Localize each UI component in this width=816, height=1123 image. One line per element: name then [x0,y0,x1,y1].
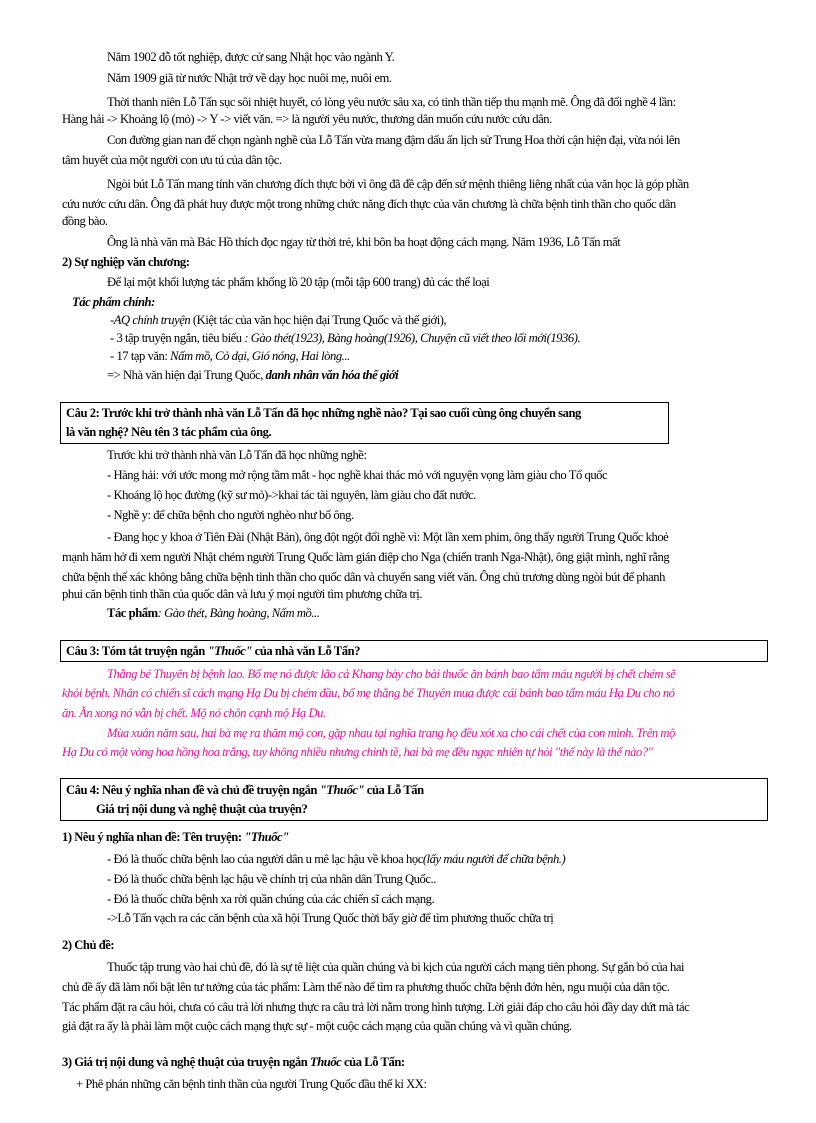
answer-2-item-3: - Nghề y: để chữa bệnh cho người nghèo như bố ông. [107,508,354,522]
heading-tail: của Lỗ Tấn: [341,1055,405,1069]
summary-line-1: Thằng bé Thuyên bị bệnh lao. Bố mẹ nó được lão cả Khang bày cho bài thuốc ăn bánh bao tẩm máu người bị chết chém sẽ [107,667,676,681]
heading-theme: 2) Chủ đề: [62,938,115,952]
question-3 [66,645,360,658]
heading-title: "Thuốc" [244,830,289,844]
intro-para-5c: đồng bào. [62,214,108,228]
intro-para-5b: cứu nước cứu dân. Ông đã phát huy được một trong những chức năng đích thực của văn chương là chữa bệnh tinh thần cho quốc dân [62,197,676,211]
work-titles: Nấm mồ, Cỏ dại, Gió nóng, Hai lòng... [170,349,350,363]
question-2-line-1: Câu 2: Trước khi trở thành nhà văn Lỗ Tấn đã học những nghề nào? Tại sao cuối cùng ông chuyển sang [66,406,581,420]
question-4-text: Câu 4: Nêu ý nghĩa nhan đề và chủ đề truyện ngắn [66,783,320,797]
conclusion-bold: danh nhân văn hóa thế giới [265,368,399,382]
intro-para-1: Năm 1902 đỗ tốt nghiệp, được cử sang Nhật học vào ngành Y. [107,50,395,64]
intro-para-4b: tâm huyết của một người con ưu tú của dân tộc. [62,153,282,167]
work-note: (Kiệt tác của văn học hiện đại Trung Quốc và thế giới), [190,313,447,327]
work-title: -AQ chính truyện [110,313,191,327]
conclusion-prefix: => Nhà văn hiện đại Trung Quốc, [107,368,266,382]
answer-2-intro: Trước khi trở thành nhà văn Lỗ Tấn đã học những nghề: [107,448,367,462]
question-4-line-1 [66,784,424,797]
question-3-title: "Thuốc" [207,644,252,658]
heading-title-meaning [62,831,289,844]
work-prefix: - 3 tập truyện ngắn, tiêu biểu [110,331,245,345]
career-conclusion [107,369,398,382]
theme-line-3: Tác phẩm đặt ra câu hỏi, chưa có câu trả lời nhưng thực ra câu trả lời nằm trong hình tượng. Lời giải đáp cho câu hỏi đầy day dứt mà tác [62,1000,690,1014]
answer-2-works [107,607,319,620]
summary-line-5: Hạ Du có một vòng hoa hồng hoa trắng, tuy không nhiều nhưng chỉnh tề, hai bà mẹ đều ngạc nhiên tự hỏi "thế này là thế nào?" [62,745,653,759]
career-heading: 2) Sự nghiệp văn chương: [62,255,190,269]
meaning-text: - Đó là thuốc chữa bệnh lao của người dân u mê lạc hậu về khoa học [107,852,423,866]
intro-para-6: Ông là nhà văn mà Bác Hồ thích đọc ngay từ thời trẻ, khi bôn ba hoạt động cách mạng. Năm 1936, Lỗ Tấn mất [107,235,621,249]
heading-title: Thuốc [309,1055,342,1069]
work-item-short-stories [110,332,580,345]
intro-para-4a: Con đường gian nan để chọn ngành nghề của Lỗ Tấn vừa mang đậm dấu ấn lịch sử Trung Hoa thời cận hiện đại, vừa nói lên [107,133,680,147]
heading-text: 3) Giá trị nội dung và nghệ thuật của truyện ngắn [62,1055,310,1069]
meaning-item-4: ->Lỗ Tấn vạch ra các căn bệnh của xã hội Trung Quốc thời bấy giờ để tìm phương thuốc chữa trị [107,911,554,925]
theme-line-1: Thuốc tập trung vào hai chủ đề, đó là sự tê liệt của quần chúng và bi kịch của người cách mạng tiên phong. Sự gắn bó của hai [107,960,685,974]
intro-para-2: Năm 1909 giã từ nước Nhật trở về dạy học nuôi mẹ, nuôi em. [107,71,392,85]
theme-line-2: chủ đề ấy đã làm nổi bật lên tư tưởng của tác phẩm: Làm thế nào để tìm ra phương thuốc chữa bệnh đớn hèn, ngu muội của dân tộc. [62,980,670,994]
question-4-line-2: Giá trị nội dung và nghệ thuật của truyện? [96,802,308,816]
question-4-title: "Thuốc" [319,783,365,797]
work-prefix: - 17 tạp văn: [110,349,171,363]
heading-values [62,1056,405,1069]
summary-line-4: Mùa xuân năm sau, hai bà mẹ ra thăm mộ con, gặp nhau tại nghĩa trang họ đều xót xa cho cái chết của con mình. Trên mộ [107,726,675,740]
works-label: Tác phẩm chính: [72,295,155,309]
meaning-item-2: - Đó là thuốc chữa bệnh lạc hậu về chính trị của nhân dân Trung Quốc.. [107,872,436,886]
intro-para-3a: Thời thanh niên Lỗ Tấn sục sôi nhiệt huyết, có lòng yêu nước sâu xa, có tinh thần tiếp thu mạnh mẽ. Ông đã đổi nghề 4 lần: [107,95,676,109]
answer-2-item-4d: phui căn bệnh tinh thần của quốc dân và lưu ý mọi người tìm phương chữa trị. [62,587,423,601]
question-4-tail: của Lỗ Tấn [364,783,424,797]
career-para: Để lại một khối lượng tác phẩm khổng lồ 20 tập (mỗi tập 600 trang) đủ các thể loại [107,275,490,289]
summary-line-3: ăn. Ăn xong nó vẫn bị chết. Mộ nó chôn cạnh mộ Hạ Du. [62,706,326,720]
answer-2-item-1: - Hàng hải: với ước mong mở rộng tầm mắt - học nghề khai thác mỏ với nguyện vọng làm giàu cho Tổ quốc [107,468,608,482]
work-item-aq [110,314,446,327]
work-titles: : Gào thét(1923), Bàng hoàng(1926), Chuyện cũ viết theo lối mới(1936). [244,331,581,345]
values-item-1: + Phê phán những căn bệnh tinh thần của người Trung Quốc đầu thế kỉ XX: [76,1077,427,1091]
heading-text: 1) Nêu ý nghĩa nhan đề: Tên truyện: [62,830,245,844]
answer-2-item-4c: chữa bệnh thể xác không bằng chữa bệnh tinh thần cho quốc dân và chuyển sang viết văn. Ông chủ trương dùng ngòi bút để phanh [62,570,665,584]
answer-2-item-4b: mạnh hăm hở đi xem người Nhật chém người Trung Quốc làm gián điệp cho Nga (chiến tranh Nga-Nhật), ông giật mình, nghĩ rằng [62,550,670,564]
meaning-item-3: - Đó là thuốc chữa bệnh xa rời quần chúng của các chiến sĩ cách mạng. [107,892,435,906]
works-label: Tác phẩm [107,606,158,620]
work-item-essays [110,350,350,363]
answer-2-item-4a: - Đang học y khoa ở Tiên Đài (Nhật Bản), ông đột ngột đổi nghề vì: Một lần xem phim, ông thấy người Trung Quốc khoẻ [107,530,669,544]
question-3-tail: của nhà văn Lỗ Tấn? [251,644,360,658]
summary-line-2: khỏi bệnh. Nhân có chiến sĩ cách mạng Hạ Du bị chém đầu, bố mẹ thằng bé Thuyên mua được cái bánh bao tẩm máu Hạ Du cho nó [62,686,675,700]
question-3-text: Câu 3: Tóm tắt truyện ngắn [66,644,208,658]
meaning-item-1 [107,853,565,866]
works-list: : Gào thét, Bàng hoàng, Nấm mồ... [157,606,320,620]
answer-2-item-2: - Khoáng lộ học đường (kỹ sư mỏ)->khai tác tài nguyên, làm giàu cho đất nước. [107,488,476,502]
question-2-line-2: là văn nghệ? Nêu tên 3 tác phẩm của ông. [66,425,272,439]
intro-para-3b: Hàng hải -> Khoảng lộ (mỏ) -> Y -> viết văn. => là người yêu nước, thương dân muốn cứu nước cứu dân. [62,112,552,126]
intro-para-5a: Ngòi bút Lỗ Tấn mang tính văn chương đích thực bởi vì ông đã đề cập đến sứ mệnh thiêng liêng nhất của văn học là góp phần [107,177,689,191]
theme-line-4: giả đặt ra ấy là phải làm một cuộc cách mạng thực sự - một cuộc cách mạng của quần chúng và vì quần chúng. [62,1019,572,1033]
meaning-note: (lấy máu người để chữa bệnh.) [422,852,566,866]
